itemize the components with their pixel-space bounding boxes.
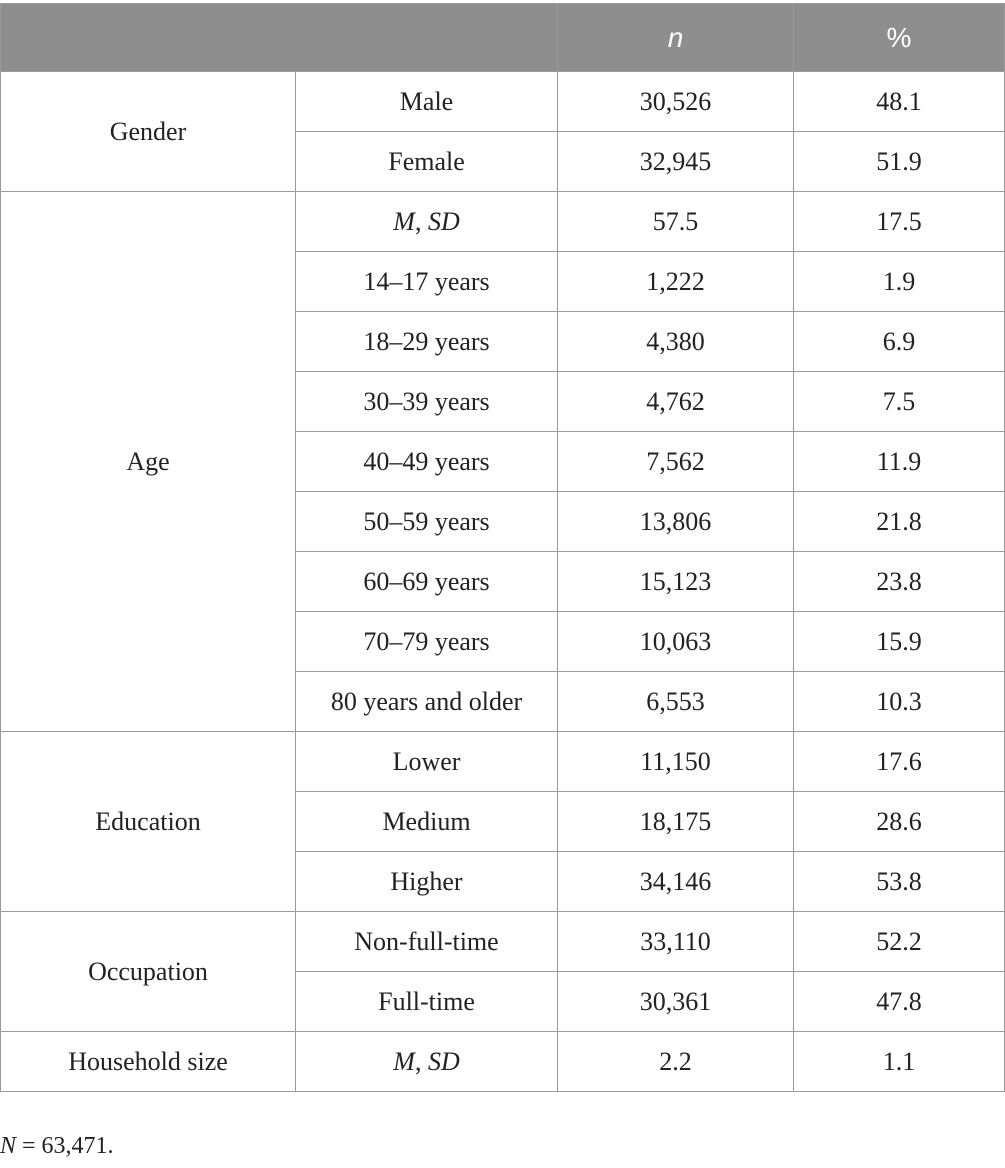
percent-cell: 11.9 — [794, 432, 1005, 492]
note-symbol: N — [0, 1133, 17, 1159]
percent-cell: 47.8 — [794, 972, 1005, 1032]
category-cell: 60–69 years — [296, 552, 558, 612]
category-cell: Medium — [296, 792, 558, 852]
percent-cell: 23.8 — [794, 552, 1005, 612]
group-label: Education — [1, 732, 296, 912]
group-label: Household size — [1, 1032, 296, 1092]
category-cell: 30–39 years — [296, 372, 558, 432]
percent-cell: 21.8 — [794, 492, 1005, 552]
percent-cell: 1.1 — [794, 1032, 1005, 1092]
n-cell: 30,526 — [558, 72, 794, 132]
category-part: M — [393, 206, 415, 236]
category-cell: Female — [296, 132, 558, 192]
group-label: Gender — [1, 72, 296, 192]
category-part: , — [414, 1046, 428, 1076]
percent-cell: 52.2 — [794, 912, 1005, 972]
percent-cell: 6.9 — [794, 312, 1005, 372]
note-text: = 63,471. — [16, 1133, 114, 1159]
percent-cell: 51.9 — [794, 132, 1005, 192]
percent-cell: 7.5 — [794, 372, 1005, 432]
n-cell: 1,222 — [558, 252, 794, 312]
header-blank-cell — [1, 4, 558, 72]
table-row — [1, 912, 1005, 972]
table-row — [1, 732, 1005, 792]
category-cell: Male — [296, 72, 558, 132]
percent-cell: 1.9 — [794, 252, 1005, 312]
group-label: Occupation — [1, 912, 296, 1032]
n-cell: 10,063 — [558, 612, 794, 672]
category-cell: Lower — [296, 732, 558, 792]
percent-cell: 48.1 — [794, 72, 1005, 132]
table-row — [1, 1032, 1005, 1092]
category-part: M — [393, 1046, 415, 1076]
n-cell: 4,380 — [558, 312, 794, 372]
category-cell — [296, 192, 558, 252]
category-cell: Full-time — [296, 972, 558, 1032]
n-cell: 33,110 — [558, 912, 794, 972]
category-part: , — [414, 206, 428, 236]
n-cell: 4,762 — [558, 372, 794, 432]
percent-cell: 10.3 — [794, 672, 1005, 732]
table-body — [1, 72, 1005, 1092]
table-row — [1, 192, 1005, 252]
n-cell: 6,553 — [558, 672, 794, 732]
percent-cell: 28.6 — [794, 792, 1005, 852]
category-cell: 14–17 years — [296, 252, 558, 312]
category-cell: Higher — [296, 852, 558, 912]
n-cell: 15,123 — [558, 552, 794, 612]
demographics-table-container — [0, 3, 1005, 1159]
header-n: n — [558, 4, 794, 72]
category-part: SD — [427, 206, 460, 236]
category-cell: 70–79 years — [296, 612, 558, 672]
n-cell: 34,146 — [558, 852, 794, 912]
n-cell: 11,150 — [558, 732, 794, 792]
category-cell: Non-full-time — [296, 912, 558, 972]
category-cell: 40–49 years — [296, 432, 558, 492]
demographics-table — [0, 3, 1005, 1092]
n-cell: 2.2 — [558, 1032, 794, 1092]
category-cell — [296, 1032, 558, 1092]
n-cell: 18,175 — [558, 792, 794, 852]
n-cell: 57.5 — [558, 192, 794, 252]
category-cell: 18–29 years — [296, 312, 558, 372]
group-label: Age — [1, 192, 296, 732]
table-row — [1, 72, 1005, 132]
table-header-row — [1, 4, 1005, 72]
category-part: SD — [427, 1046, 460, 1076]
percent-cell: 17.6 — [794, 732, 1005, 792]
table-note — [0, 1133, 114, 1160]
n-cell: 32,945 — [558, 132, 794, 192]
percent-cell: 15.9 — [794, 612, 1005, 672]
percent-cell: 17.5 — [794, 192, 1005, 252]
n-cell: 7,562 — [558, 432, 794, 492]
n-cell: 13,806 — [558, 492, 794, 552]
header-percent: % — [794, 4, 1005, 72]
category-cell: 50–59 years — [296, 492, 558, 552]
n-cell: 30,361 — [558, 972, 794, 1032]
category-cell: 80 years and older — [296, 672, 558, 732]
percent-cell: 53.8 — [794, 852, 1005, 912]
